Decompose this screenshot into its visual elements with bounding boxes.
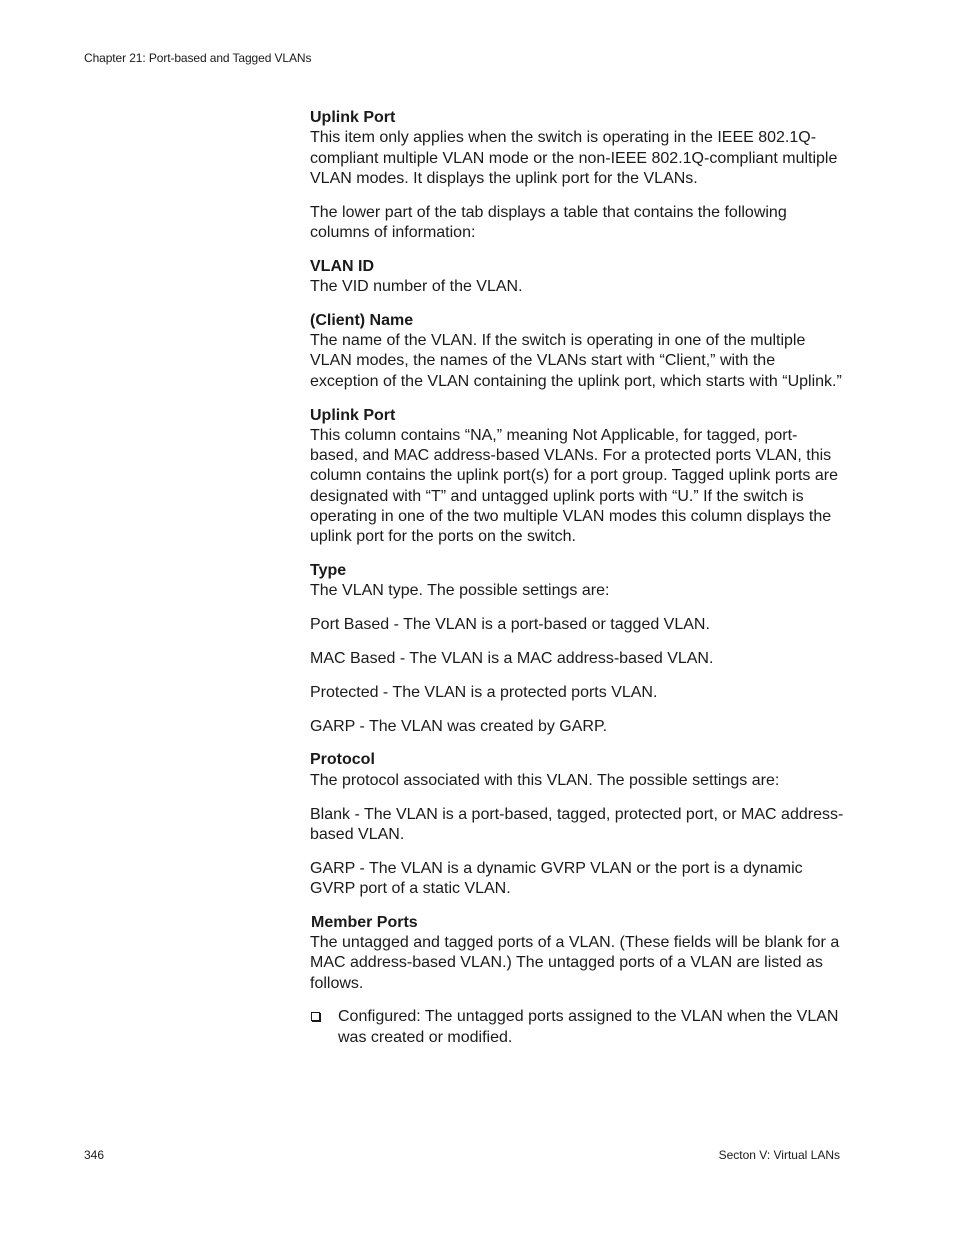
section-text: The VID number of the VLAN. bbox=[310, 278, 523, 296]
section-heading: Member Ports bbox=[311, 913, 418, 931]
protocol-option-garp: GARP - The VLAN is a dynamic GVRP VLAN or the port is a dynamic GVRP port of a static VLAN. bbox=[310, 859, 803, 897]
table-intro-paragraph: The lower part of the tab displays a table that contains the following columns of information: bbox=[310, 203, 787, 241]
footer-section-title: Secton V: Virtual LANs bbox=[718, 1148, 840, 1162]
page-number: 346 bbox=[84, 1148, 105, 1162]
page-content bbox=[310, 108, 845, 1048]
type-option-garp: GARP - The VLAN was created by GARP. bbox=[310, 717, 608, 735]
section-vlan-id bbox=[310, 257, 845, 298]
section-heading: VLAN ID bbox=[310, 257, 374, 275]
section-text: The name of the VLAN. If the switch is operating in one of the multiple VLAN modes, the names of the VLANs start with “Client,” with the exception of the VLAN containing the uplink port, which starts with “Uplink.” bbox=[310, 332, 842, 390]
section-type bbox=[310, 561, 845, 602]
section-text: This column contains “NA,” meaning Not Applicable, for tagged, port-based, and MAC address-based VLANs. For a protected ports VLAN, this column contains the uplink port(s) for a port group. Tagged uplink ports are designated with “T” and untagged uplink ports with “U.” If the switch is operating in one of the two multiple VLAN modes this column displays the uplink port for the ports on the switch. bbox=[310, 426, 838, 546]
section-heading: Uplink Port bbox=[310, 109, 396, 126]
section-heading: Type bbox=[310, 562, 347, 580]
list-item bbox=[310, 1007, 845, 1048]
type-option-protected: Protected - The VLAN is a protected ports VLAN. bbox=[310, 683, 658, 701]
section-heading: Uplink Port bbox=[310, 406, 396, 424]
section-text: This item only applies when the switch is operating in the IEEE 802.1Q-compliant multiple VLAN mode or the non-IEEE 802.1Q-compliant multiple VLAN modes. It displays the uplink port for the VLANs. bbox=[310, 129, 838, 187]
section-uplink-port-item bbox=[310, 108, 845, 189]
section-heading: (Client) Name bbox=[310, 311, 414, 329]
section-text: The protocol associated with this VLAN. The possible settings are: bbox=[310, 771, 780, 789]
section-text: The VLAN type. The possible settings are: bbox=[310, 582, 610, 600]
type-option-mac-based: MAC Based - The VLAN is a MAC address-based VLAN. bbox=[310, 650, 714, 668]
running-header: Chapter 21: Port-based and Tagged VLANs bbox=[84, 51, 312, 65]
section-text: The untagged and tagged ports of a VLAN. (These fields will be blank for a MAC address-based VLAN.) The untagged ports of a VLAN are listed as follows. bbox=[310, 934, 840, 992]
protocol-option-blank: Blank - The VLAN is a port-based, tagged, protected port, or MAC address-based VLAN. bbox=[310, 805, 844, 843]
list-item-text: Configured: The untagged ports assigned to the VLAN when the VLAN was created or modified. bbox=[338, 1008, 839, 1046]
section-member-ports bbox=[310, 913, 845, 994]
section-client-name bbox=[310, 311, 845, 392]
section-heading: Protocol bbox=[310, 751, 375, 769]
checkbox-bullet-icon bbox=[311, 1012, 320, 1021]
section-uplink-port-column bbox=[310, 406, 845, 548]
type-option-port-based: Port Based - The VLAN is a port-based or tagged VLAN. bbox=[310, 616, 710, 634]
section-protocol bbox=[310, 750, 845, 791]
